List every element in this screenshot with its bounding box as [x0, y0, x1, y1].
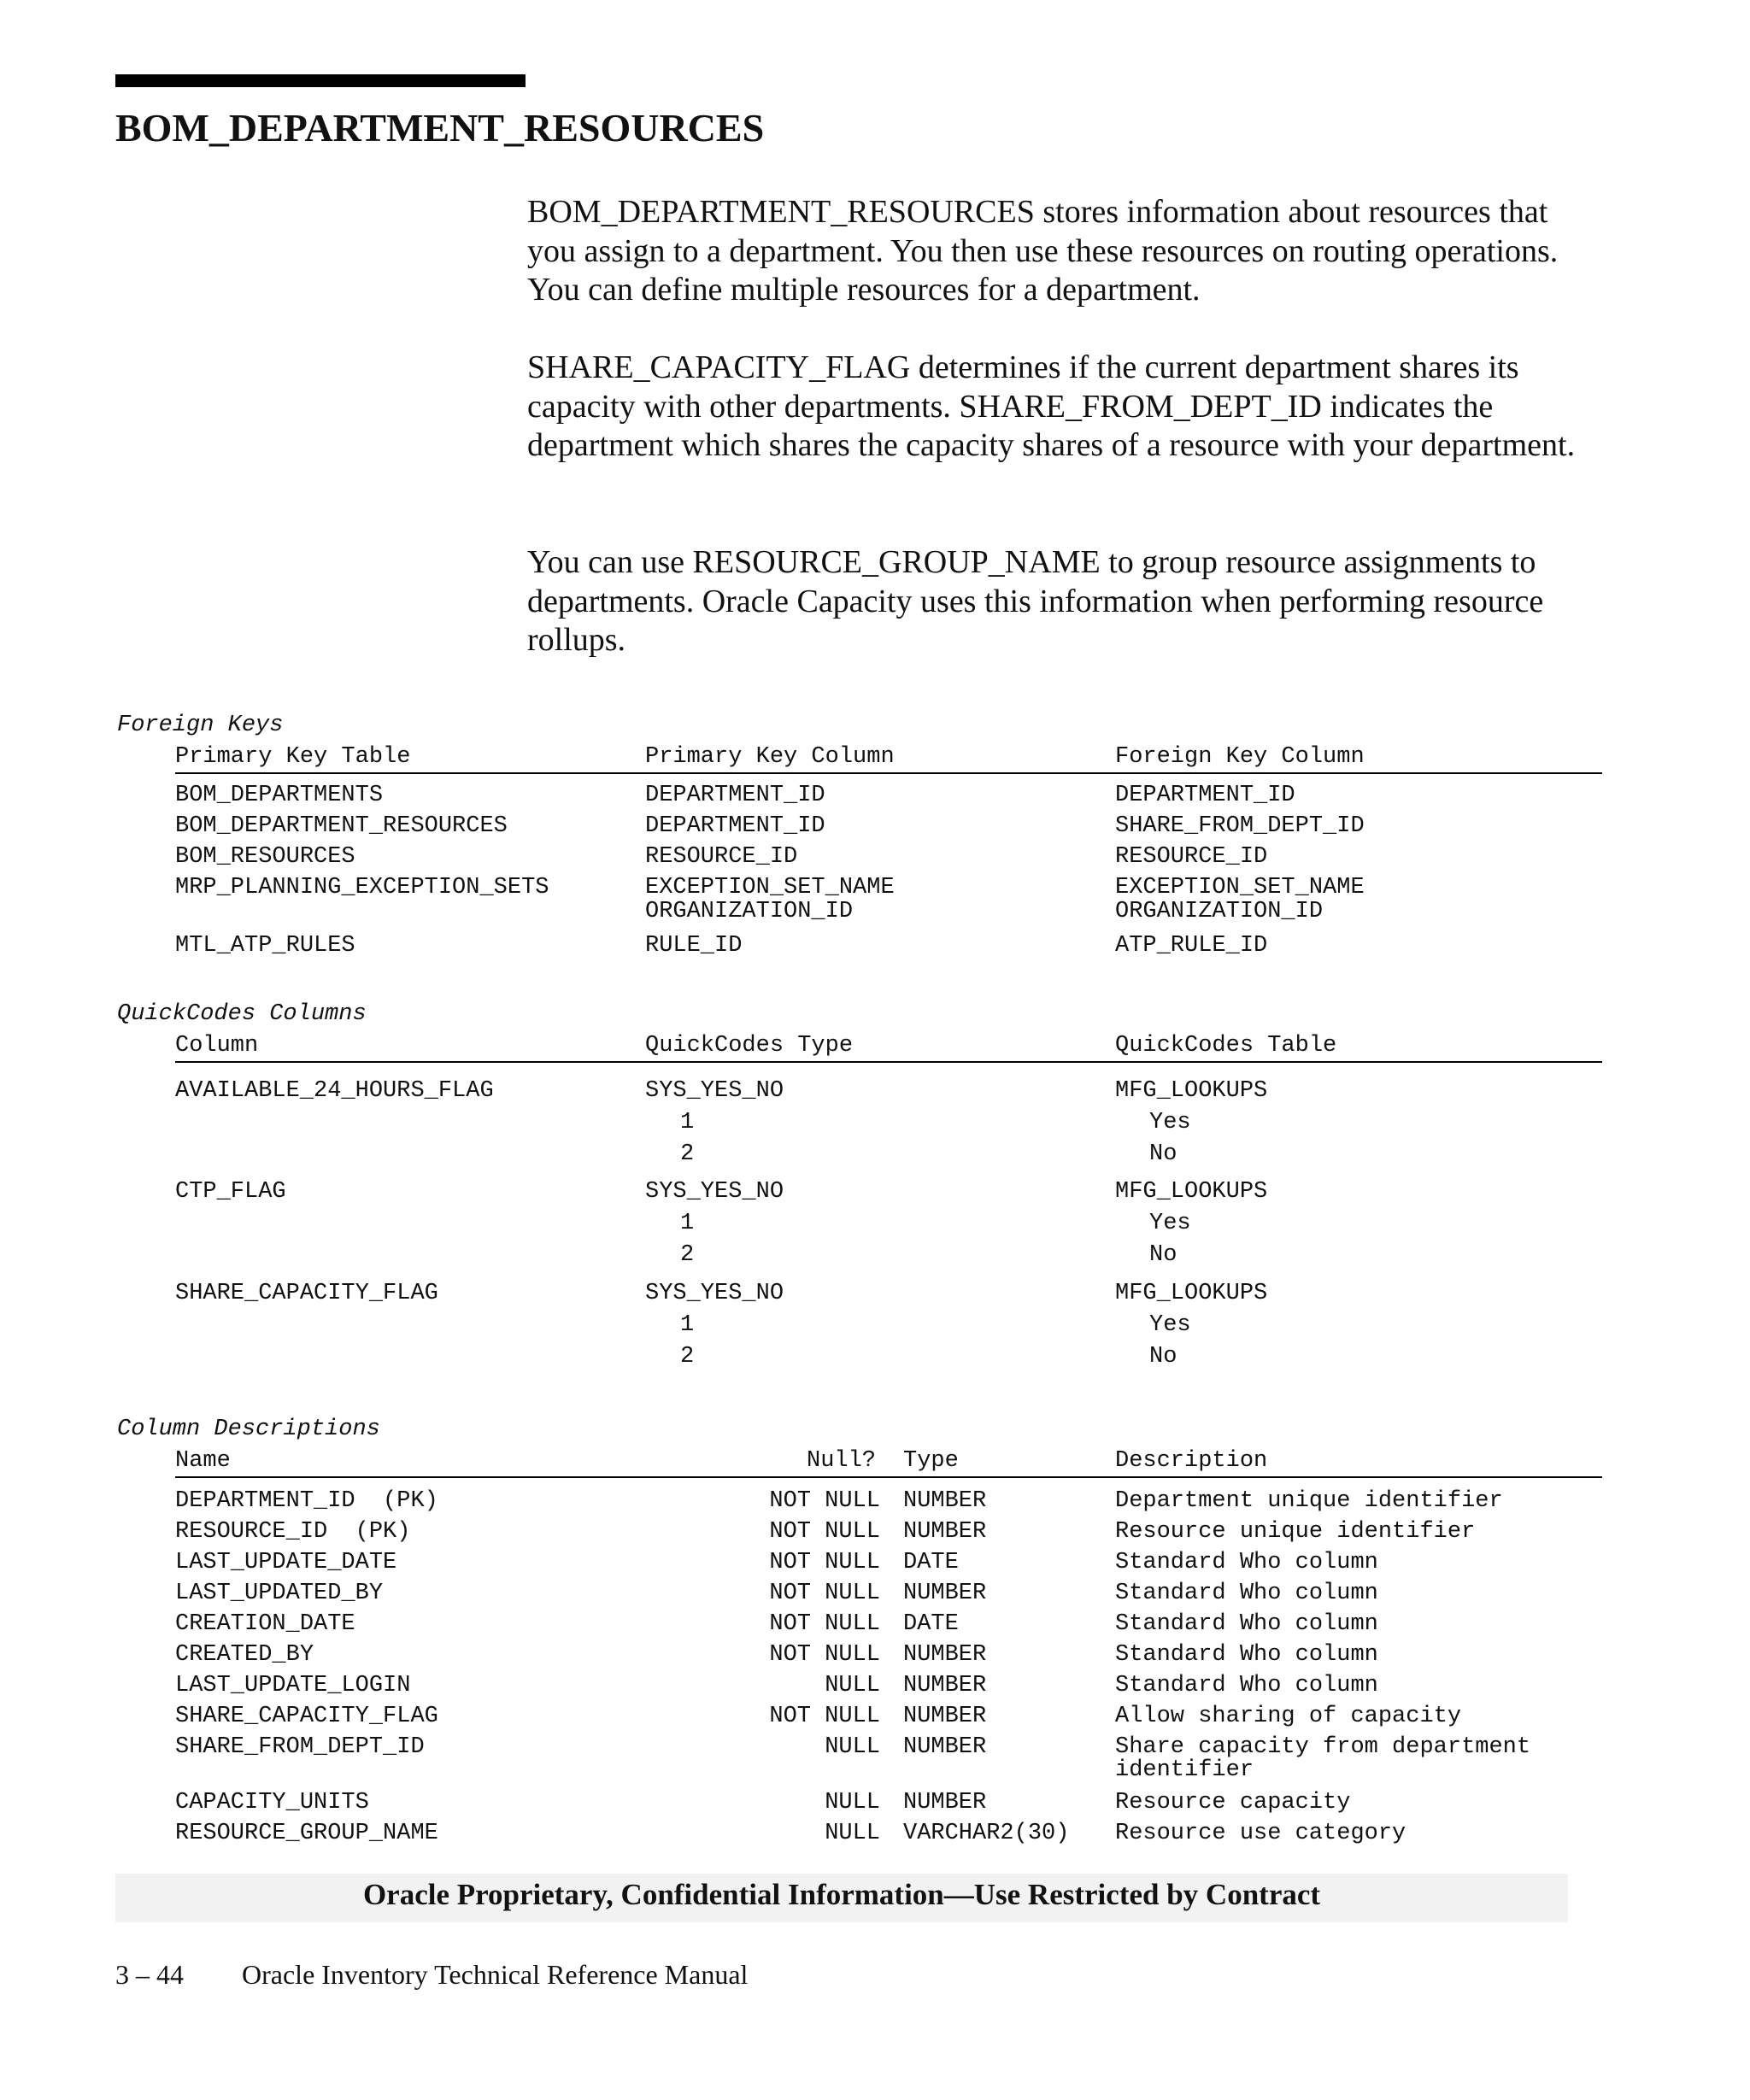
fk-primary-table: MRP_PLANNING_EXCEPTION_SETS: [175, 875, 549, 900]
cd-description: Allow sharing of capacity: [1115, 1704, 1462, 1729]
qc-table: MFG_LOOKUPS: [1115, 1078, 1268, 1104]
fk-primary-column: EXCEPTION_SET_NAME: [645, 875, 895, 900]
cd-type: NUMBER: [903, 1581, 987, 1606]
qc-code: 1: [680, 1312, 695, 1338]
cd-header-description: Description: [1115, 1448, 1268, 1474]
qc-column: AVAILABLE_24_HOURS_FLAG: [175, 1078, 494, 1104]
qc-header-table: QuickCodes Table: [1115, 1033, 1337, 1059]
qc-meaning: No: [1149, 1344, 1177, 1370]
foreign-keys-title: Foreign Keys: [117, 713, 284, 738]
qc-code: 2: [680, 1344, 695, 1370]
intro-paragraph-1: BOM_DEPARTMENT_RESOURCES stores information about resources that you assign to a department. You then use these resources on routing operations. You can define multiple resources for a department.: [527, 194, 1559, 308]
qc-meaning: No: [1149, 1141, 1177, 1167]
qc-code: 1: [680, 1110, 695, 1135]
cd-type: NUMBER: [903, 1790, 987, 1816]
cd-name: LAST_UPDATE_LOGIN: [175, 1673, 411, 1698]
cd-null: NOT NULL: [769, 1704, 880, 1729]
cd-null: NOT NULL: [769, 1611, 880, 1637]
fk-foreign-column: SHARE_FROM_DEPT_ID: [1115, 813, 1365, 839]
qc-table: MFG_LOOKUPS: [1115, 1281, 1268, 1306]
cd-name: SHARE_FROM_DEPT_ID: [175, 1734, 425, 1760]
cd-null: NULL: [825, 1673, 880, 1698]
cd-type: NUMBER: [903, 1704, 987, 1729]
quickcodes-title: QuickCodes Columns: [117, 1001, 367, 1027]
fk-header-primary-column: Primary Key Column: [645, 744, 895, 770]
page-number: 3 – 44: [115, 1959, 184, 1990]
fk-primary-table: BOM_DEPARTMENTS: [175, 783, 384, 808]
confidential-notice: Oracle Proprietary, Confidential Information––Use Restricted by Contract: [362, 1878, 1321, 1911]
cd-header-rule: [175, 1476, 1602, 1478]
cd-description: Resource use category: [1115, 1821, 1406, 1846]
qc-code: 1: [680, 1211, 695, 1236]
cd-header-null: Null?: [807, 1448, 877, 1474]
cd-description: Standard Who column: [1115, 1673, 1378, 1698]
cd-name: LAST_UPDATE_DATE: [175, 1550, 397, 1575]
cd-type: DATE: [903, 1550, 959, 1575]
manual-title: Oracle Inventory Technical Reference Manual: [242, 1959, 749, 1990]
page-title: BOM_DEPARTMENT_RESOURCES: [115, 106, 765, 150]
cd-null: NULL: [825, 1821, 880, 1846]
section-top-rule: [115, 74, 526, 87]
qc-header-rule: [175, 1061, 1602, 1063]
qc-header-column: Column: [175, 1033, 259, 1059]
intro-paragraph-2: SHARE_CAPACITY_FLAG determines if the current department shares its capacity with other departments. SHARE_FROM_DEPT_ID indicates the department which shares the capacity shares of a resource with your department.: [527, 349, 1576, 463]
cd-null: NULL: [825, 1790, 880, 1816]
cd-null: NOT NULL: [769, 1488, 880, 1514]
cd-name: SHARE_CAPACITY_FLAG: [175, 1704, 438, 1729]
intro-paragraph-3: You can use RESOURCE_GROUP_NAME to group resource assignments to departments. Oracle Capacity uses this information when performing resource rollups.: [527, 544, 1544, 658]
qc-column: CTP_FLAG: [175, 1179, 286, 1205]
cd-description: Resource unique identifier: [1115, 1519, 1476, 1545]
cd-description: Standard Who column: [1115, 1581, 1378, 1606]
cd-description: Standard Who column: [1115, 1611, 1378, 1637]
qc-meaning: Yes: [1149, 1110, 1191, 1135]
qc-meaning: Yes: [1149, 1312, 1191, 1338]
fk-primary-column: ORGANIZATION_ID: [645, 899, 854, 924]
qc-code: 2: [680, 1141, 695, 1167]
cd-null: NOT NULL: [769, 1550, 880, 1575]
cd-description: Standard Who column: [1115, 1550, 1378, 1575]
cd-description: Standard Who column: [1115, 1642, 1378, 1668]
cd-name: RESOURCE_ID (PK): [175, 1519, 411, 1545]
fk-foreign-column: ATP_RULE_ID: [1115, 933, 1268, 959]
qc-header-type: QuickCodes Type: [645, 1033, 854, 1059]
fk-primary-column: RESOURCE_ID: [645, 844, 798, 870]
cd-name: LAST_UPDATED_BY: [175, 1581, 384, 1606]
qc-type: SYS_YES_NO: [645, 1281, 784, 1306]
qc-table: MFG_LOOKUPS: [1115, 1179, 1268, 1205]
cd-null: NOT NULL: [769, 1519, 880, 1545]
fk-header-foreign-column: Foreign Key Column: [1115, 744, 1365, 770]
cd-description: Share capacity from department: [1115, 1734, 1531, 1760]
cd-null: NOT NULL: [769, 1642, 880, 1668]
qc-type: SYS_YES_NO: [645, 1078, 784, 1104]
fk-foreign-column: RESOURCE_ID: [1115, 844, 1268, 870]
column-descriptions-title: Column Descriptions: [117, 1417, 380, 1442]
qc-column: SHARE_CAPACITY_FLAG: [175, 1281, 438, 1306]
cd-name: CREATED_BY: [175, 1642, 314, 1668]
fk-primary-table: BOM_RESOURCES: [175, 844, 355, 870]
cd-type: DATE: [903, 1611, 959, 1637]
cd-type: NUMBER: [903, 1734, 987, 1760]
fk-primary-column: DEPARTMENT_ID: [645, 783, 825, 808]
cd-type: NUMBER: [903, 1488, 987, 1514]
cd-name: DEPARTMENT_ID (PK): [175, 1488, 438, 1514]
cd-header-type: Type: [903, 1448, 959, 1474]
fk-primary-column: DEPARTMENT_ID: [645, 813, 825, 839]
cd-name: CREATION_DATE: [175, 1611, 355, 1637]
qc-meaning: No: [1149, 1242, 1177, 1268]
cd-name: CAPACITY_UNITS: [175, 1790, 369, 1816]
qc-meaning: Yes: [1149, 1211, 1191, 1236]
cd-type: NUMBER: [903, 1673, 987, 1698]
cd-description: Department unique identifier: [1115, 1488, 1503, 1514]
cd-type: NUMBER: [903, 1519, 987, 1545]
cd-header-name: Name: [175, 1448, 231, 1474]
cd-name: RESOURCE_GROUP_NAME: [175, 1821, 438, 1846]
fk-primary-table: BOM_DEPARTMENT_RESOURCES: [175, 813, 508, 839]
fk-header-primary-table: Primary Key Table: [175, 744, 411, 770]
fk-primary-column: RULE_ID: [645, 933, 743, 959]
qc-code: 2: [680, 1242, 695, 1268]
cd-description-cont: identifier: [1115, 1757, 1254, 1783]
cd-null: NOT NULL: [769, 1581, 880, 1606]
fk-header-rule: [175, 772, 1602, 774]
fk-foreign-column: DEPARTMENT_ID: [1115, 783, 1295, 808]
cd-description: Resource capacity: [1115, 1790, 1351, 1816]
fk-foreign-column: ORGANIZATION_ID: [1115, 899, 1324, 924]
fk-primary-table: MTL_ATP_RULES: [175, 933, 355, 959]
cd-type: NUMBER: [903, 1642, 987, 1668]
cd-type: VARCHAR2(30): [903, 1821, 1070, 1846]
cd-null: NULL: [825, 1734, 880, 1760]
qc-type: SYS_YES_NO: [645, 1179, 784, 1205]
fk-foreign-column: EXCEPTION_SET_NAME: [1115, 875, 1365, 900]
